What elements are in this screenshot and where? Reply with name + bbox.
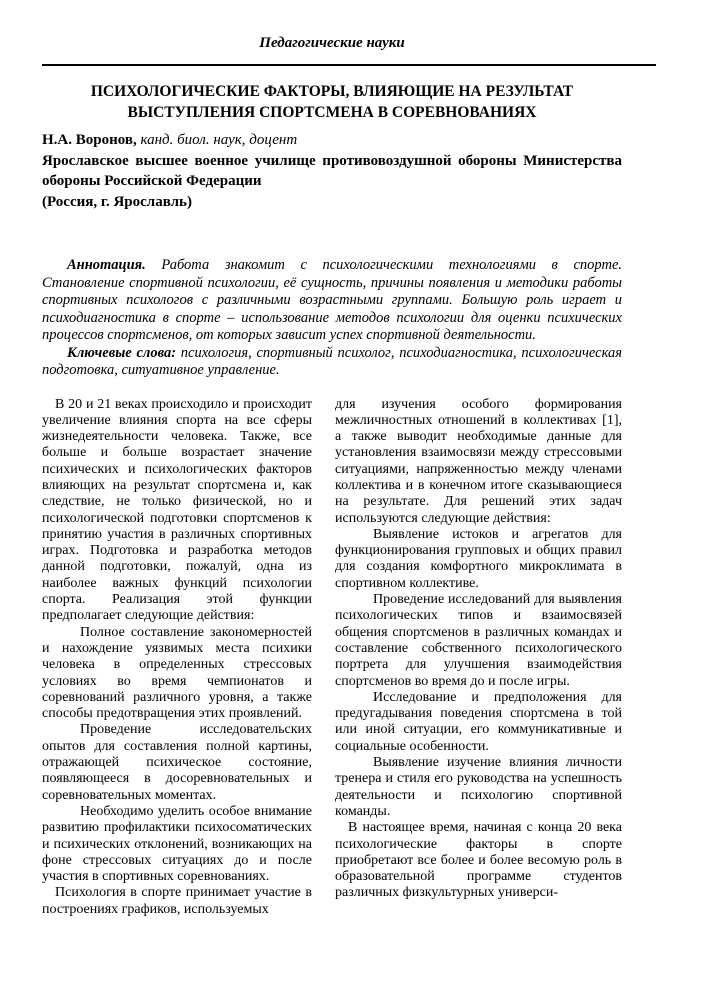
body-columns	[42, 397, 622, 919]
author-block	[42, 130, 622, 212]
body-paragraph: В 20 и 21 веках происходило и происходит увеличение влияния спорта на все сферы жизнедеятельности человека. Также, все больше и больше возрастает значение психических и психологических факторов влияющих на результат спортсмена и, как следствие, не только физической, но и психологической подготовки спортсменов к принятию участия в различных спортивных играх. Подготовка и разработка методов данной подготовки, пожалуй, одна из наиболее важных функций психологии спорта. Реализация этой функции предполагает следующие действия:	[42, 396, 312, 624]
abstract-label: Аннотация.	[67, 257, 146, 273]
author-affiliation: Ярославское высшее военное училище противовоздушной обороны Министерства обороны Российской Федерации	[42, 152, 622, 189]
page-content	[42, 0, 622, 918]
abstract-text: Работа знакомит с психологическими технологиями в спорте. Становление спортивной психологии, её сущность, причины появления и методики работы спортивных психологов с различными возрастными группами. Большую роль играет и психодиагностика в спорте – использование методов психологии для оценки психических процессов спортсменов, от которых зависит успех спортивной деятельности.	[42, 257, 622, 343]
body-paragraph: Психология в спорте принимает участие в построениях графиков, используемых	[42, 885, 312, 917]
abstract-paragraph	[42, 257, 622, 345]
body-paragraph: Необходимо уделить особое внимание развитию профилактики психосоматических и психических отклонений, возникающих на фоне стрессовых ситуациях до и после участия в спортивных соревнованиях.	[42, 803, 312, 885]
body-paragraph: Проведение исследовательских опытов для составления полной картины, отражающей психическое состояние, появляющееся в досоревновательных и соревновательных моментах.	[42, 722, 312, 803]
author-degree: канд. биол. наук, доцент	[136, 132, 298, 148]
article-title-line2: ВЫСТУПЛЕНИЯ СПОРТСМЕНА В СОРЕВНОВАНИЯХ	[127, 104, 537, 121]
article-title-line1: ПСИХОЛОГИЧЕСКИЕ ФАКТОРЫ, ВЛИЯЮЩИЕ НА РЕЗУЛЬТАТ	[90, 83, 574, 100]
body-paragraph: Полное составление закономерностей и нахождение уязвимых места психики человека в определенных стрессовых условиях во время чемпионатов и соревнований различного уровня, а также способы предотвращения этих проявлений.	[42, 624, 312, 722]
author-location: (Россия, г. Ярославль)	[42, 193, 192, 210]
abstract-block	[42, 257, 622, 380]
body-paragraph: Выявление истоков и агрегатов для функционирования групповых и общих правил для создания комфортного микроклимата в спортивном коллективе.	[335, 526, 622, 591]
body-paragraph: В настоящее время, начиная с конца 20 века психологические факторы в спорте приобретают все более и более весомую роль в образовательной программе студентов различных физкультурных универси-	[335, 820, 622, 901]
body-paragraph: Проведение исследований для выявления психологических типов и взаимосвязей общения спортсменов в различных командах и составление собственного психологического портрета для улучшения взаимодействия спортсменов во время до и после игры.	[335, 592, 622, 689]
keywords-paragraph	[42, 345, 622, 380]
body-paragraph: Выявление изучение влияния личности тренера и стиля его руководства на успешность деятельности и психологию спортивной команды.	[335, 755, 622, 819]
article-title	[42, 81, 622, 123]
body-column-left	[42, 397, 312, 919]
author-line	[42, 130, 622, 151]
body-paragraph: для изучения особого формирования межличностных отношений в коллективах [1], а также выводит необходимые данные для установления взаимосвязи между стрессовыми ситуациями, напряженностью между членами коллектива и в конечном итоге сказывающиеся на результате. Для решений этих задач используются следующие действия:	[335, 396, 622, 526]
body-column-right	[335, 397, 622, 919]
header-rule	[42, 64, 656, 66]
keywords-text: психология, спортивный психолог, психодиагностика, психологическая подготовка, ситуативное управление.	[42, 344, 622, 378]
running-header	[42, 33, 622, 53]
body-paragraph: Исследование и предположения для предугадывания поведения спортсмена в той или иной ситуации, его коммуникативные и социальные особенности.	[335, 689, 622, 754]
keywords-label: Ключевые слова:	[67, 344, 177, 361]
author-name: Н.А. Воронов,	[42, 132, 137, 148]
section-heading: Педагогические науки	[259, 35, 405, 51]
